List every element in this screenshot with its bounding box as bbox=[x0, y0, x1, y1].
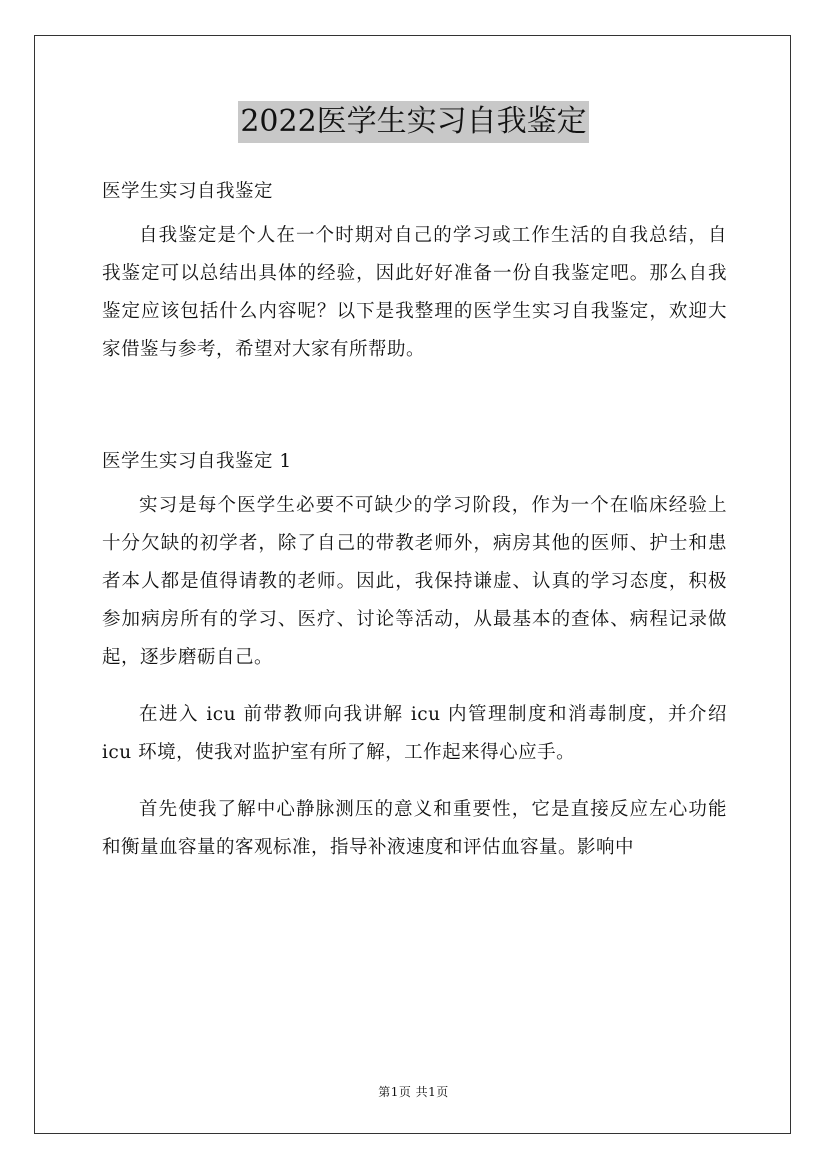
subtitle-heading: 医学生实习自我鉴定 bbox=[102, 181, 274, 202]
title-container bbox=[0, 101, 827, 143]
intro-paragraph: 自我鉴定是个人在一个时期对自己的学习或工作生活的自我总结，自我鉴定可以总结出具体的经验，因此好好准备一份自我鉴定吧。那么自我鉴定应该包括什么内容呢？以下是我整理的医学生实习自我鉴定，欢迎大家借鉴与参考，希望对大家有所帮助。 bbox=[102, 225, 727, 360]
body-paragraph-1: 实习是每个医学生必要不可缺少的学习阶段，作为一个在临床经验上十分欠缺的初学者，除了自己的带教老师外，病房其他的医师、护士和患者本人都是值得请教的老师。因此，我保持谦虚、认真的学习态度，积极参加病房所有的学习、医疗、讨论等活动，从最基本的查体、病程记录做起，逐步磨砺自己。 bbox=[102, 495, 727, 668]
section-heading-1: 医学生实习自我鉴定 1 bbox=[102, 451, 292, 472]
section-spacer bbox=[102, 388, 727, 443]
page-footer bbox=[0, 1083, 827, 1100]
body-paragraph-2: 在进入 icu 前带教师向我讲解 icu 内管理制度和消毒制度，并介绍 icu 环境，使我对监护室有所了解，工作起来得心应手。 bbox=[102, 704, 727, 763]
document-title: 2022医学生实习自我鉴定 bbox=[238, 101, 588, 143]
body-paragraph-3: 首先使我了解中心静脉测压的意义和重要性，它是直接反应左心功能和衡量血容量的客观标准，指导补液速度和评估血容量。影响中 bbox=[102, 799, 727, 858]
page-number: 第1页 共1页 bbox=[378, 1085, 449, 1099]
document-body bbox=[102, 173, 727, 886]
